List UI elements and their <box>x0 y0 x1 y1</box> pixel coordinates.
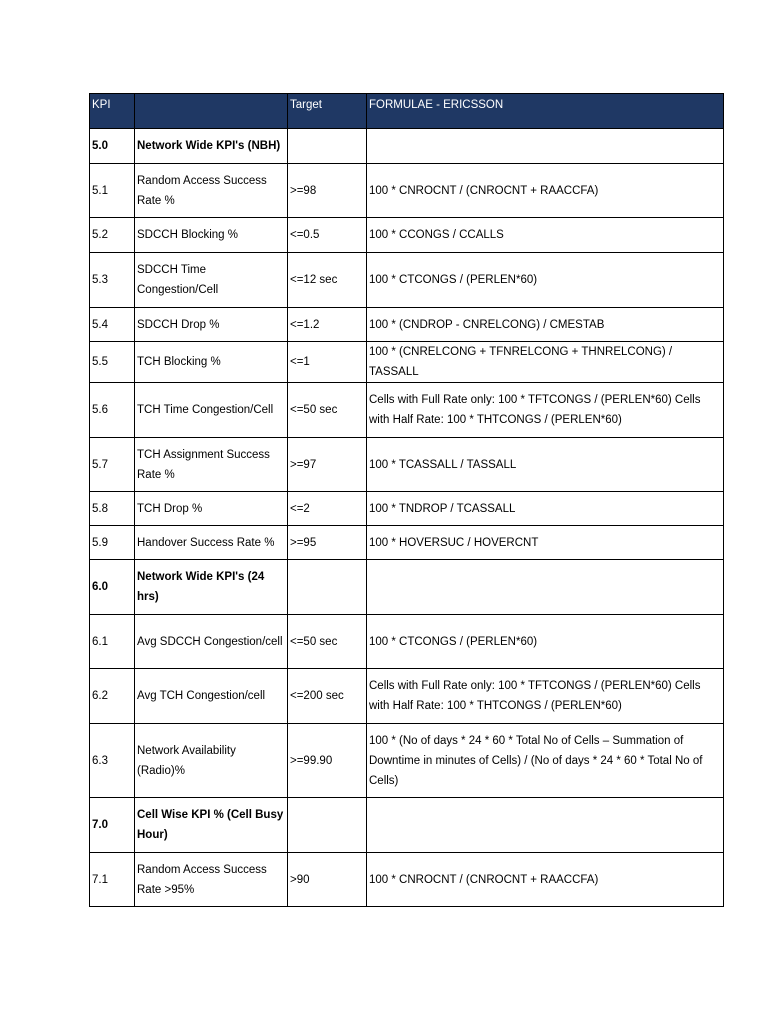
kpi-name: Avg TCH Congestion/cell <box>135 669 288 724</box>
table-row <box>90 383 724 438</box>
kpi-formula: 100 * CTCONGS / (PERLEN*60) <box>367 253 724 308</box>
kpi-name: TCH Blocking % <box>135 342 288 383</box>
kpi-formula: Cells with Full Rate only: 100 * TFTCONGS / (PERLEN*60) Cells with Half Rate: 100 * THTCONGS / (PERLEN*60) <box>367 669 724 724</box>
kpi-name: SDCCH Blocking % <box>135 218 288 253</box>
kpi-target: <=1.2 <box>288 308 367 342</box>
kpi-id: 7.0 <box>90 798 135 853</box>
kpi-target: >=99.90 <box>288 724 367 798</box>
table-body <box>90 129 724 907</box>
header-formula: FORMULAE - ERICSSON <box>367 94 724 129</box>
kpi-target <box>288 129 367 164</box>
kpi-name: Network Availability (Radio)% <box>135 724 288 798</box>
kpi-formula: Cells with Full Rate only: 100 * TFTCONGS / (PERLEN*60) Cells with Half Rate: 100 * THTCONGS / (PERLEN*60) <box>367 383 724 438</box>
kpi-name: Random Access Success Rate % <box>135 164 288 218</box>
kpi-name: SDCCH Drop % <box>135 308 288 342</box>
header-row <box>90 94 724 129</box>
kpi-target: <=50 sec <box>288 383 367 438</box>
kpi-formula: 100 * CNROCNT / (CNROCNT + RAACCFA) <box>367 853 724 907</box>
kpi-name: Random Access Success Rate >95% <box>135 853 288 907</box>
table-header <box>90 94 724 129</box>
table-row <box>90 798 724 853</box>
table-row <box>90 308 724 342</box>
kpi-target: <=1 <box>288 342 367 383</box>
kpi-name: Handover Success Rate % <box>135 526 288 560</box>
kpi-id: 5.7 <box>90 438 135 492</box>
kpi-target: >=97 <box>288 438 367 492</box>
kpi-target: <=0.5 <box>288 218 367 253</box>
kpi-id: 5.4 <box>90 308 135 342</box>
table-row <box>90 438 724 492</box>
kpi-name: Cell Wise KPI % (Cell Busy Hour) <box>135 798 288 853</box>
kpi-id: 6.2 <box>90 669 135 724</box>
kpi-formula: 100 * TNDROP / TCASSALL <box>367 492 724 526</box>
kpi-formula: 100 * TCASSALL / TASSALL <box>367 438 724 492</box>
kpi-name: Network Wide KPI's (24 hrs) <box>135 560 288 615</box>
kpi-formula: 100 * HOVERSUC / HOVERCNT <box>367 526 724 560</box>
table-row <box>90 560 724 615</box>
header-kpi: KPI <box>90 94 135 129</box>
kpi-formula: 100 * (CNRELCONG + TFNRELCONG + THNRELCONG) / TASSALL <box>367 342 724 383</box>
table-row <box>90 492 724 526</box>
kpi-formula: 100 * CNROCNT / (CNROCNT + RAACCFA) <box>367 164 724 218</box>
kpi-target: <=2 <box>288 492 367 526</box>
table-row <box>90 129 724 164</box>
table-row <box>90 342 724 383</box>
table-row <box>90 164 724 218</box>
kpi-name: Avg SDCCH Congestion/cell <box>135 615 288 669</box>
kpi-formula: 100 * (No of days * 24 * 60 * Total No of Cells – Summation of Downtime in minutes of Cells) / (No of days * 24 * 60 * Total No of Cells) <box>367 724 724 798</box>
kpi-target <box>288 798 367 853</box>
kpi-formula: 100 * (CNDROP - CNRELCONG) / CMESTAB <box>367 308 724 342</box>
kpi-id: 5.0 <box>90 129 135 164</box>
table-row <box>90 853 724 907</box>
kpi-name: SDCCH Time Congestion/Cell <box>135 253 288 308</box>
table-row <box>90 526 724 560</box>
kpi-id: 5.8 <box>90 492 135 526</box>
kpi-id: 6.1 <box>90 615 135 669</box>
kpi-formula <box>367 129 724 164</box>
kpi-target: <=50 sec <box>288 615 367 669</box>
kpi-formula: 100 * CCONGS / CCALLS <box>367 218 724 253</box>
kpi-name: Network Wide KPI's (NBH) <box>135 129 288 164</box>
kpi-id: 5.3 <box>90 253 135 308</box>
kpi-target: >90 <box>288 853 367 907</box>
kpi-formula: 100 * CTCONGS / (PERLEN*60) <box>367 615 724 669</box>
kpi-id: 5.9 <box>90 526 135 560</box>
kpi-formula <box>367 798 724 853</box>
kpi-id: 5.5 <box>90 342 135 383</box>
kpi-id: 6.3 <box>90 724 135 798</box>
header-name <box>135 94 288 129</box>
kpi-target: <=200 sec <box>288 669 367 724</box>
table-row <box>90 724 724 798</box>
kpi-id: 5.6 <box>90 383 135 438</box>
table-row <box>90 218 724 253</box>
kpi-name: TCH Time Congestion/Cell <box>135 383 288 438</box>
kpi-formula <box>367 560 724 615</box>
kpi-id: 5.1 <box>90 164 135 218</box>
kpi-target: <=12 sec <box>288 253 367 308</box>
kpi-target: >=98 <box>288 164 367 218</box>
table-row <box>90 253 724 308</box>
kpi-table <box>89 93 724 907</box>
kpi-id: 7.1 <box>90 853 135 907</box>
kpi-id: 6.0 <box>90 560 135 615</box>
table-row <box>90 615 724 669</box>
kpi-target: >=95 <box>288 526 367 560</box>
table-row <box>90 669 724 724</box>
kpi-name: TCH Drop % <box>135 492 288 526</box>
kpi-target <box>288 560 367 615</box>
header-target: Target <box>288 94 367 129</box>
kpi-id: 5.2 <box>90 218 135 253</box>
kpi-name: TCH Assignment Success Rate % <box>135 438 288 492</box>
